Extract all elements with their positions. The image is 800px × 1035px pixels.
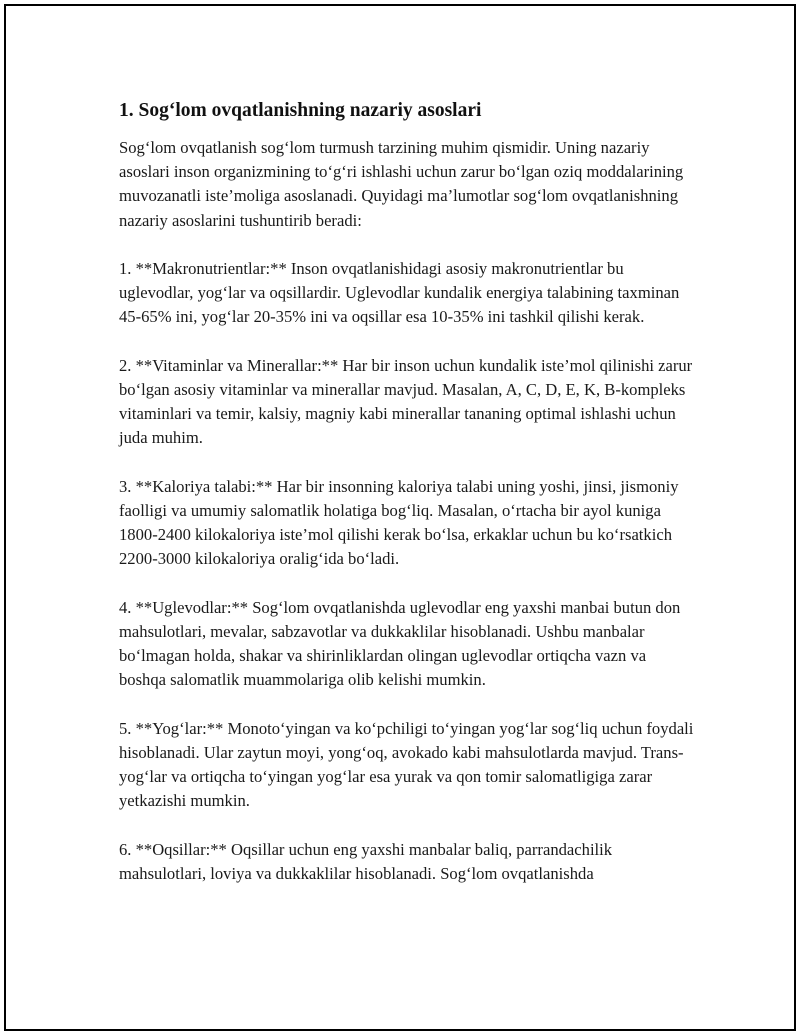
intro-paragraph: Sog‘lom ovqatlanish sog‘lom turmush tarzining muhim qismidir. Uning nazariy asoslari inson organizmining to‘g‘ri ishlashi uchun zarur bo‘lgan oziq moddalarining muvozanatli iste’moliga asoslanadi. Quyidagi ma’lumotlar sog‘lom ovqatlanishning nazariy asoslarini tushuntirib beradi: — [119, 138, 684, 230]
paragraph-proteins: 6. **Oqsillar:** Oqsillar uchun eng yaxshi manbalar baliq, parrandachilik mahsulotlari, loviya va dukkaklilar hisoblanadi. Sog‘lom ovqatlanishda — [119, 839, 613, 883]
page-frame — [4, 4, 796, 1031]
paragraph-macronutrients: 1. **Makronutrientlar:** Inson ovqatlanishidagi asosiy makronutrientlar bu uglevodlar, yog‘lar va oqsillardir. Uglevodlar kundalik energiya talabining taxminan 45-65% ini, yog‘lar 20-35% ini va oqsillar esa 10-35% ini tashkil qilishi kerak. — [119, 259, 680, 327]
section-heading: 1. Sog‘lom ovqatlanishning nazariy asoslari — [119, 100, 482, 121]
paragraph-carbohydrates: 4. **Uglevodlar:** Sog‘lom ovqatlanishda uglevodlar eng yaxshi manbai butun don mahsulotlari, mevalar, sabzavotlar va dukkaklilar hisoblanadi. Ushbu manbalar bo‘lmagan holda, shakar va shirinliklardan olingan uglevodlar ortiqcha vazn va boshqa salomatlik muammolariga olib kelishi mumkin. — [119, 597, 681, 690]
document-body — [119, 98, 694, 910]
paragraph-calorie-needs: 3. **Kaloriya talabi:** Har bir insonning kaloriya talabi uning yoshi, jinsi, jismoniy faolligi va umumiy salomatlik holatiga bog‘liq. Masalan, o‘rtacha bir ayol kuniga 1800-2400 kilokaloriya iste’mol qilishi kerak bo‘lsa, erkaklar uchun bu ko‘rsatkich 2200-3000 kilokaloriya oralig‘ida bo‘ladi. — [119, 476, 679, 569]
paragraph-fats: 5. **Yog‘lar:** Monoto‘yingan va ko‘pchiligi to‘yingan yog‘lar sog‘liq uchun foydali hisoblanadi. Ular zaytun moyi, yong‘oq, avokado kabi mahsulotlarda mavjud. Trans-yog‘lar va ortiqcha to‘yingan yog‘lar esa yurak va qon tomir salomatligiga zarar yetkazishi mumkin. — [119, 718, 694, 811]
paragraph-vitamins-minerals: 2. **Vitaminlar va Minerallar:** Har bir inson uchun kundalik iste’mol qilinishi zarur bo‘lgan asosiy vitaminlar va minerallar mavjud. Masalan, A, C, D, E, K, B-kompleks vitaminlari va temir, kalsiy, magniy kabi minerallar tananing optimal ishlashi uchun juda muhim. — [119, 355, 693, 448]
